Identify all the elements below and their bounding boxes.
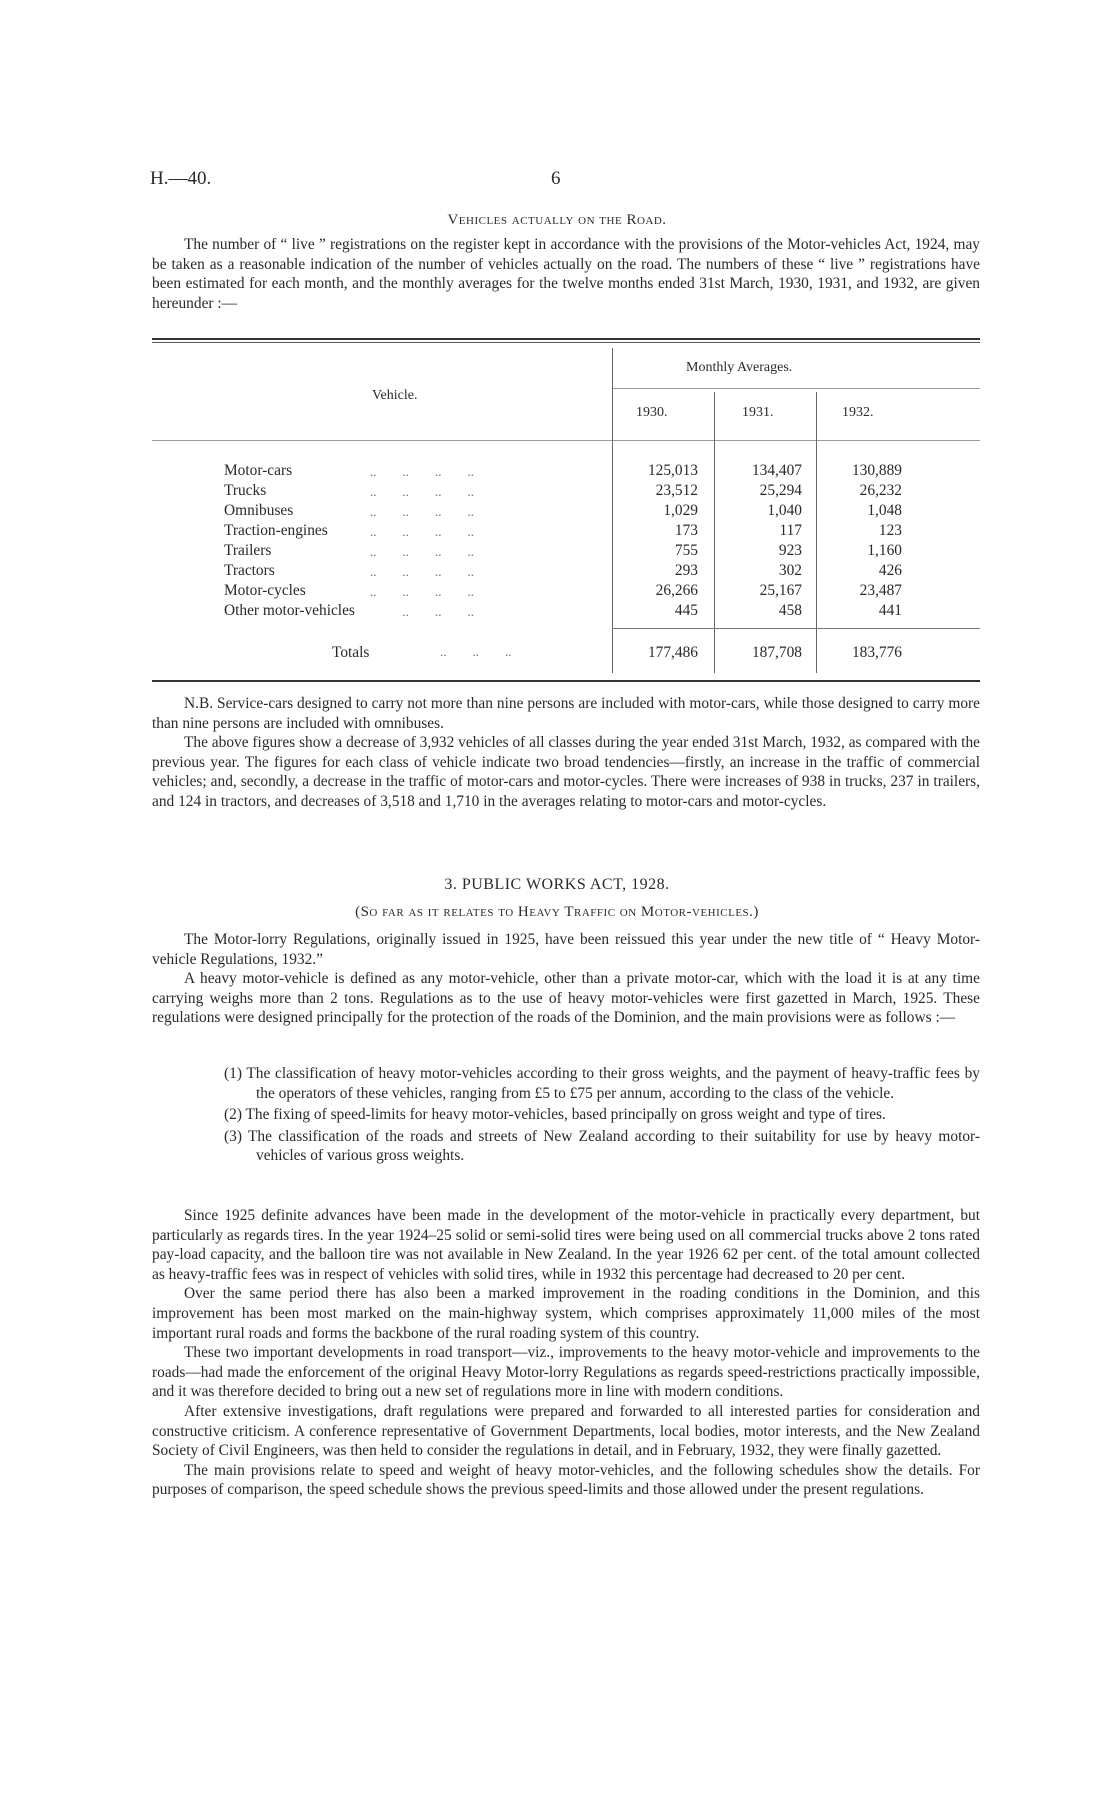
cell-1930: 125,013 <box>647 462 698 479</box>
intro-paragraph <box>152 235 980 313</box>
total-1931: 187,708 <box>751 644 802 661</box>
cell-1931: 117 <box>779 522 802 539</box>
header-divider <box>612 388 980 389</box>
header-bottom-rule <box>152 440 980 441</box>
nb-note: N.B. Service-cars designed to carry not more than nine persons are included with motor-cars, while those designed to carry more than nine persons are included with omnibuses. <box>152 695 980 732</box>
year-header-1932: 1932. <box>842 405 874 420</box>
cell-1931: 458 <box>778 602 802 619</box>
row-label: Traction-engines <box>224 522 328 539</box>
year-header-1930: 1930. <box>636 405 668 420</box>
list-item: (3) The classification of the roads and streets of New Zealand according to their suitability for use by heavy motor-vehicles of various gross weights. <box>224 1127 980 1165</box>
paragraph: These two important developments in road transport—viz., improvements to the heavy motor-vehicle and improvements to the roads—had made the enforcement of the original Heavy Motor-lorry Regulations as regards speed-restrictions practically impossible, and it was therefore decided to bring out a new set of regulations more in line with modern conditions. <box>152 1344 980 1401</box>
paragraph: The main provisions relate to speed and weight of heavy motor-vehicles, and the following schedules show the details. For purposes of comparison, the speed schedule shows the previous speed-limits and those allowed under the present regulations. <box>152 1461 980 1499</box>
section-subheading: (So far as it relates to Heavy Traffic on Motor-vehicles.) <box>355 904 759 920</box>
list-item: (1) The classification of heavy motor-vehicles according to their gross weights, and the payment of heavy-traffic fees by the operators of these vehicles, ranging from £5 to £75 per annum, according to the class of the vehicle. <box>224 1065 980 1102</box>
paragraph: The Motor-lorry Regulations, originally issued in 1925, have been reissued this year under the new title of “ Heavy Motor-vehicle Regulations, 1932.” <box>152 931 980 968</box>
table-top-rule-2 <box>152 342 980 343</box>
cell-1932: 441 <box>878 602 902 619</box>
cell-1932: 130,889 <box>851 462 902 479</box>
leader-dots: .. .. .. .. .. .. .. .. .. .. .. .. .. .. .. .. .. .. .. .. .. .. .. .. .. .. .. .. .. .. .. <box>370 464 474 619</box>
section2-intro <box>152 930 980 1028</box>
cell-1932: 1,160 <box>867 542 902 559</box>
cell-1930: 23,512 <box>655 482 698 499</box>
cell-1931: 302 <box>778 562 802 579</box>
notes-paragraph: The above figures show a decrease of 3,932 vehicles of all classes during the year ended 31st March, 1932, as compared with the previous year. The figures for each class of vehicle indicate two broad tendencies—firstly, an increase in the traffic of commercial vehicles; and, secondly, a decrease in the traffic of motor-cars and motor-cycles. There were increases of 938 in trucks, 237 in trailers, and 124 in tractors, and decreases of 3,518 and 1,710 in the averages relating to motor-cars and motor-cycles. <box>152 734 980 810</box>
cell-1931: 25,167 <box>759 582 802 599</box>
total-1932: 183,776 <box>851 644 902 661</box>
totals-leader-dots: .. .. .. <box>440 644 512 659</box>
table-top-rule <box>152 338 980 340</box>
notes-block <box>152 694 980 812</box>
cell-1930: 293 <box>674 562 698 579</box>
row-label: Motor-cars <box>224 462 293 479</box>
totals-rule <box>612 628 980 629</box>
cell-1932: 26,232 <box>859 482 902 499</box>
paragraph: After extensive investigations, draft regulations were prepared and forwarded to all interested parties for consideration and constructive criticism. A conference representative of Government Departments, local bodies, motor interests, and the New Zealand Society of Civil Engineers, was then held to consider the regulations in detail, and in February, 1932, they were finally gazetted. <box>152 1402 980 1460</box>
provisions-list <box>224 1064 980 1168</box>
cell-1931: 923 <box>778 542 802 559</box>
cell-1932: 23,487 <box>859 582 902 599</box>
monthly-averages-header: Monthly Averages. <box>686 360 793 375</box>
vehicle-column-header: Vehicle. <box>372 388 418 403</box>
section2-body <box>152 1206 980 1500</box>
paragraph: Since 1925 definite advances have been made in the development of the motor-vehicle in practically every department, but particularly as regards tires. In the year 1924–25 solid or semi-solid tires were being used on all commercial trucks above 2 tons rated pay-load capacity, and the balloon tire was not available in New Zealand. In the year 1926 62 per cent. of the total amount collected as heavy-traffic fees was in respect of vehicles with solid tires, while in 1932 this percentage had decreased to 20 per cent. <box>152 1207 980 1283</box>
total-1930: 177,486 <box>647 644 698 661</box>
row-label: Tractors <box>224 562 275 579</box>
row-label: Motor-cycles <box>224 582 306 599</box>
row-label: Other motor-vehicles <box>224 602 355 619</box>
cell-1932: 1,048 <box>867 502 902 519</box>
cell-1932: 123 <box>878 522 902 539</box>
cell-1932: 426 <box>878 562 902 579</box>
intro-text: The number of “ live ” registrations on the register kept in accordance with the provisions of the Motor-vehicles Act, 1924, may be taken as a reasonable indication of the number of vehicles actually on the road. The numbers of these “ live ” registrations have been estimated for each month, and the monthly averages for the twelve months ended 31st March, 1930, 1931, and 1932, are given hereunder :— <box>152 236 980 312</box>
cell-1930: 26,266 <box>655 582 698 599</box>
row-label: Trucks <box>224 482 267 499</box>
table-bottom-rule <box>152 680 980 682</box>
year-header-1931: 1931. <box>742 405 774 420</box>
paragraph: A heavy motor-vehicle is defined as any motor-vehicle, other than a private motor-car, which with the load it is at any time carrying weighs more than 2 tons. Regulations as to the use of heavy motor-vehicles were first gazetted in March, 1925. These regulations were designed principally for the protection of the roads of the Dominion, and the main provisions were as follows :— <box>152 970 980 1027</box>
row-label: Trailers <box>224 542 272 559</box>
list-item: (2) The fixing of speed-limits for heavy motor-vehicles, based principally on gross weight and type of tires. <box>224 1106 886 1124</box>
row-label: Omnibuses <box>224 502 294 519</box>
cell-1930: 445 <box>674 602 698 619</box>
cell-1930: 173 <box>674 522 698 539</box>
cell-1930: 755 <box>674 542 698 559</box>
section-title-vehicles: Vehicles actually on the Road. <box>447 212 667 228</box>
section-heading-public-works: 3. PUBLIC WORKS ACT, 1928. <box>444 876 670 893</box>
cell-1930: 1,029 <box>663 502 698 519</box>
cell-1931: 25,294 <box>759 482 802 499</box>
document-reference: H.—40. <box>150 168 212 189</box>
page-number: 6 <box>551 168 561 189</box>
cell-1931: 134,407 <box>751 462 802 479</box>
totals-label: Totals <box>332 644 370 661</box>
cell-1931: 1,040 <box>767 502 802 519</box>
paragraph: Over the same period there has also been a marked improvement in the roading conditions in the Dominion, and this improvement has been most marked on the main-highway system, which comprises approximately 11,000 miles of the most important rural roads and forms the backbone of the rural roading system of this country. <box>152 1285 980 1342</box>
